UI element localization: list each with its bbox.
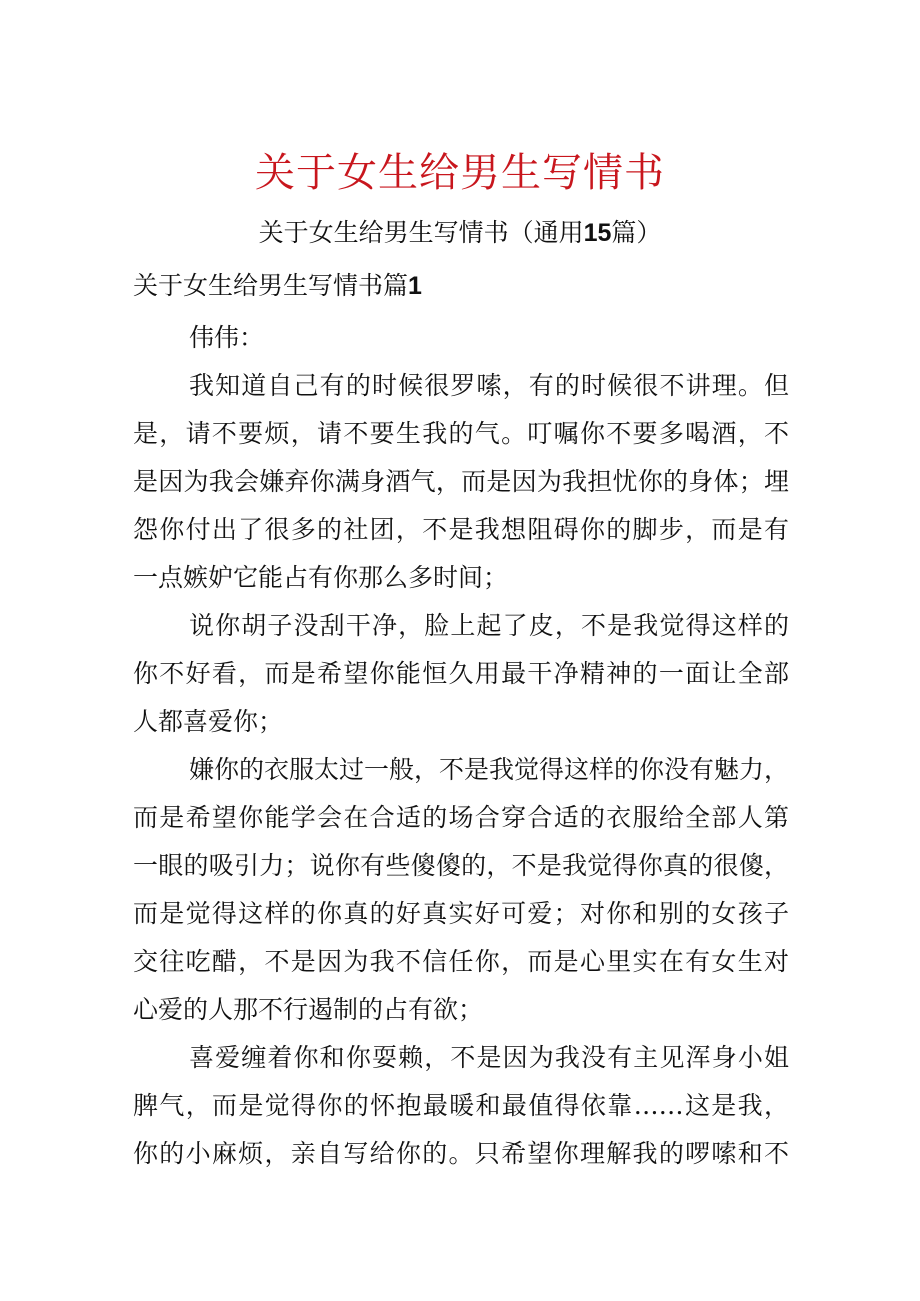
paragraph-line: 喜爱缠着你和你耍赖，不是因为我没有主见浑身小姐: [189, 1043, 789, 1072]
section-heading-prefix: 关于女生给男生写情书篇: [133, 271, 409, 300]
paragraph-line: 而是觉得这样的你真的好真实好可爱；对你和别的女孩子: [133, 899, 789, 928]
salutation: 伟伟：: [189, 323, 265, 352]
section-heading: [133, 266, 422, 306]
paragraph-2: [133, 602, 789, 746]
paragraph-line: 一点嫉妒它能占有你那么多时间；: [133, 563, 509, 592]
subtitle-suffix: 篇）: [611, 218, 662, 247]
paragraph-line: 我知道自己有的时候很罗嗦，有的时候很不讲理。但: [189, 371, 789, 400]
paragraph-line: 交往吃醋，不是因为我不信任你，而是心里实在有女生对: [133, 947, 789, 976]
paragraph-line: 是因为我会嫌弃你满身酒气，而是因为我担忧你的身体；埋: [133, 467, 789, 496]
paragraph-line: 一眼的吸引力；说你有些傻傻的，不是我觉得你真的很傻，: [133, 851, 789, 880]
letter-body: [133, 314, 789, 1178]
section-heading-number: 1: [408, 272, 422, 300]
paragraph-line: 嫌你的衣服太过一般，不是我觉得这样的你没有魅力，: [189, 755, 789, 784]
paragraph-line: 你的小麻烦，亲自写给你的。只希望你理解我的啰嗦和不: [133, 1139, 789, 1168]
paragraph-line: 而是希望你能学会在合适的场合穿合适的衣服给全部人第: [133, 803, 789, 832]
subtitle-number: 15: [583, 219, 612, 247]
document-subtitle: [0, 213, 920, 253]
paragraph-line: 你不好看，而是希望你能恒久用最干净精神的一面让全部: [133, 659, 789, 688]
paragraph-line: 怨你付出了很多的社团，不是我想阻碍你的脚步，而是有: [133, 515, 789, 544]
paragraph-1: [133, 362, 789, 602]
paragraph-line: 说你胡子没刮干净，脸上起了皮，不是我觉得这样的: [189, 611, 789, 640]
paragraph-line: 人都喜爱你；: [133, 707, 284, 736]
paragraph-line: 脾气，而是觉得你的怀抱最暖和最值得依靠……这是我，: [133, 1091, 789, 1120]
paragraph-line: 是，请不要烦，请不要生我的气。叮嘱你不要多喝酒，不: [133, 419, 789, 448]
paragraph-3: [133, 746, 789, 1034]
paragraph-line: 心爱的人那不行遏制的占有欲；: [133, 995, 484, 1024]
paragraph-4: [133, 1034, 789, 1178]
document-title: 关于女生给男生写情书: [255, 150, 665, 196]
subtitle-prefix: 关于女生给男生写情书（通用: [258, 218, 584, 247]
